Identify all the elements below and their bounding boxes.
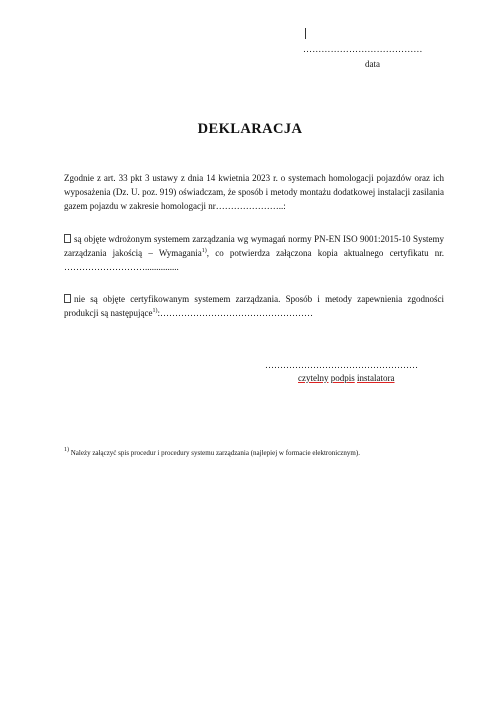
signature-label-word: instalatora [357,373,395,383]
text-cursor [305,28,306,39]
document-title: DEKLARACJA [197,121,303,137]
option-not-certified-text: nie są objęte certyfikowanym systemem zarządzania. Sposób i metody zapewnienia zgodności produkcji są następujące [64,294,444,318]
signature-label-word: podpis [330,373,355,383]
checkbox-certified[interactable] [64,234,71,243]
intro-paragraph: Zgodnie z art. 33 pkt 3 ustawy z dnia 14 kwietnia 2023 r. o systemach homologacji pojazdów oraz ich wyposażenia (Dz. U. poz. 919) oświadczam, że sposób i metody montażu dodatkowej instalacji zasilania gazem pojazdu w zakresie homologacji nr…………………..: [64,173,444,211]
checkbox-not-certified[interactable] [64,294,71,303]
signature-line: …………………………………………… [265,360,418,370]
option-certified [64,232,444,274]
date-field-line: ………………………………… [303,44,423,54]
option-certified-text-cont: , co potwierdza załączona kopia aktualnego certyfikatu nr. ………………………............... [64,248,445,272]
footnote-ref: 1) [152,308,158,314]
option-certified-text: są objęte wdrożonym systemem zarządzania wg wymagań normy PN-EN ISO 9001:2015-10 Systemy zarządzania jakością – Wymagania [64,234,444,258]
date-label: data [365,59,380,69]
signature-label [298,373,395,383]
option-not-certified [64,292,444,320]
footnote [64,449,360,457]
footnote-marker: 1) [64,447,69,453]
signature-label-word: czytelny [298,373,329,383]
footnote-text: Należy załączyć spis procedur i procedury systemu zarządzania (najlepiej w formacie elektronicznym). [69,449,360,457]
option-not-certified-text-cont: :…………………………………………… [157,308,313,318]
footnote-ref: 1) [201,248,207,254]
